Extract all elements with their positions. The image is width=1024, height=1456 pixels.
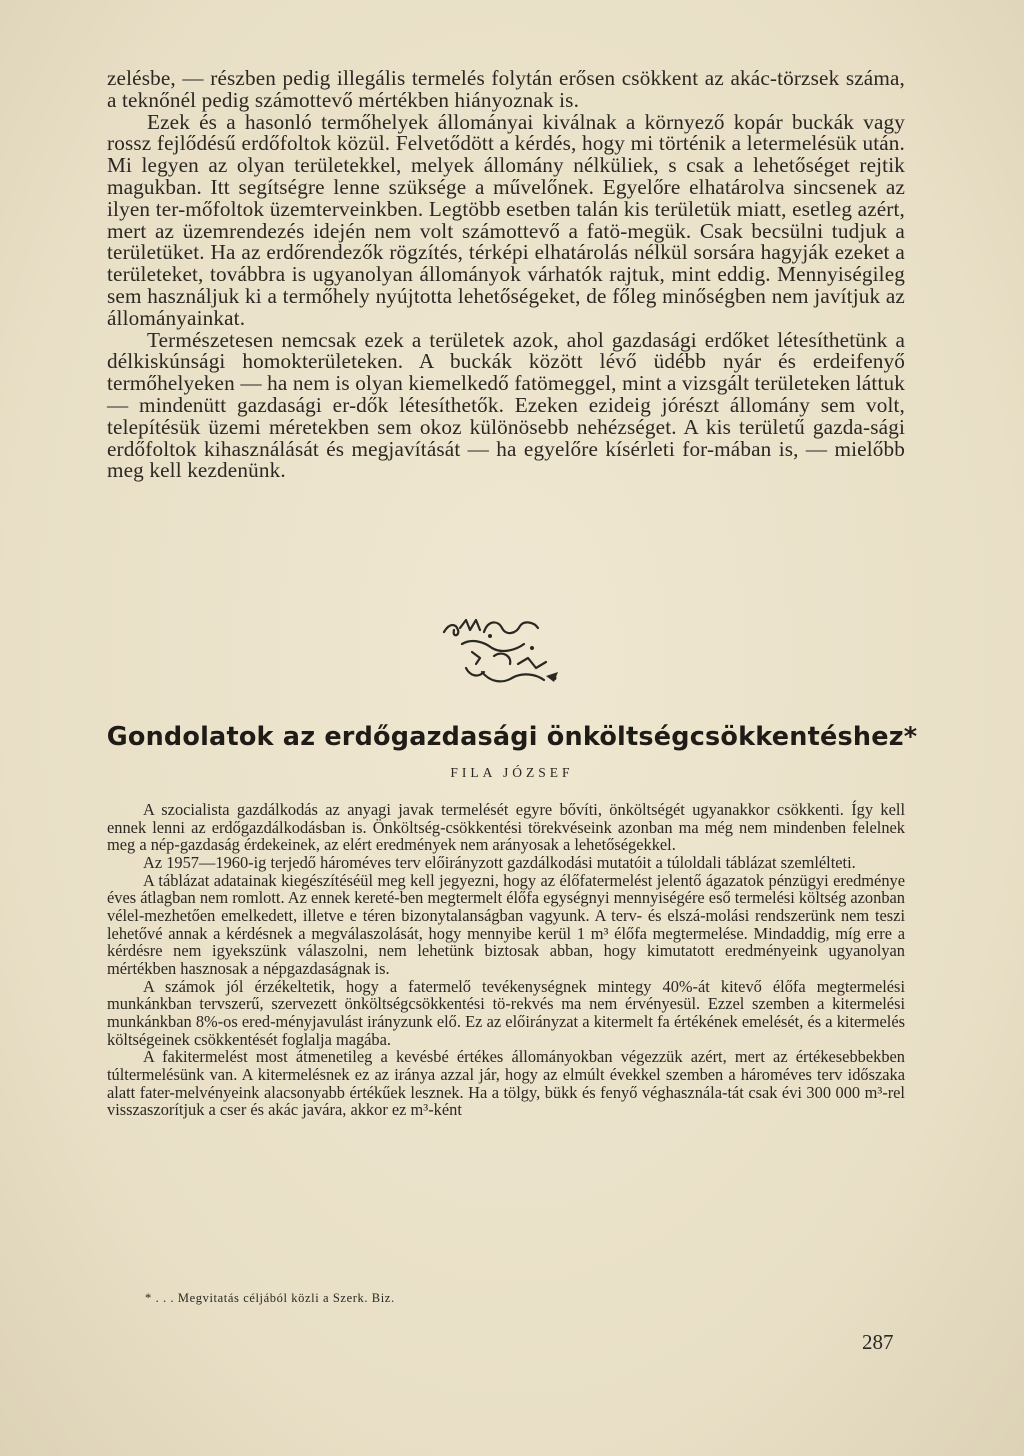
paragraph-haromeves: Az 1957—1960-ig terjedő hároméves terv előirányzott gazdálkodási mutatóit a túloldali táblázat szemlélteti. <box>143 852 856 872</box>
article-title: Gondolatok az erdőgazdasági önköltségcsökkentéshez* <box>106 722 918 752</box>
paragraph-continued: zelésbe, — részben pedig illegális termelés folytán erősen csökkent az akác-törzsek száma, a teknőnél pedig számottevő mértékben hiányoznak is. <box>107 66 905 112</box>
article-author: FILA JÓZSEF <box>450 765 574 780</box>
paragraph-szocialista: A szocialista gazdálkodás az anyagi javak termelését egyre bővíti, önköltségét ugyanakkor csökkenti. Így kell ennek lenni az erdőgazdálkodásban is. Önköltség-csökkentési törekvéseink azonban ma még nem mindenben felelnek meg a nép-gazdaság érdekeinek, az elért eredmények nem arányosak a lehetőségekkel. <box>107 800 905 855</box>
paragraph-tablazat: A táblázat adatainak kiegészítéséül meg kell jegyezni, hogy az élőfatermelést jelentő ágazatok pénzügyi eredménye éves átlagban nem romlott. Az ennek kereté-ben megtermelt élőfa egységnyi mennyiségére eső termelési költség azonban vélel-mezhetően emelkedett, illetve e téren bizonytalanságban vagyunk. A terv- és elszá-molási rendszerünk nem teszi lehetővé annak a kérdésnek a megválaszolását, hogy mennyibe kerül 1 m³ élőfa megtermelése. Mindaddig, míg erre a kérdésre nem igyekszünk válaszolni, nem lehetünk biztosak abban, hogy kimutatott eredményeink ugyanolyan mértékben hasznosak a népgazdaságnak is. <box>107 870 905 978</box>
page-number: 287 <box>862 1330 894 1354</box>
paragraph-termohelyek: Ezek és a hasonló termőhelyek állományai kiválnak a környező kopár buckák vagy rossz fejlődésű erdőfoltok közül. Felvetődött a kérdés, hogy mi történik a letermelésük után. Mi legyen az olyan területekkel, melyek állomány nélküliek, s csak a lehetőséget rejtik magukban. Itt segítségre lenne szüksége a művelőnek. Egyelőre elhatárolva sincsenek az ilyen ter-mőfoltok üzemterveinkben. Legtöbb esetben talán kis területük miatt, esetleg azért, mert az üzemrendezés idején nem volt számottevő a fatö-megük. Csak becsülni tudjuk a területüket. Ha az erdőrendezők rögzítés, térképi elhatárolás nélkül sorsára hagyják ezeket a területeket, továbbra is ugyanolyan állományok várhatók rajtuk, mint eddig. Mennyiségileg sem használjuk ki a termőhely nyújtotta lehetőségeket, de főleg minőségben nem javítjuk az állományainkat. <box>107 109 905 330</box>
paragraph-fakitermeles: A fakitermelést most átmenetileg a kevésbé értékes állományokban végezzük azért, mert az értékesebbekben túltermelésünk van. A kitermelésnek ez az iránya azzal jár, hogy az elmúlt évekkel szemben a hároméves terv időszaka alatt fater-melvényeink alacsonyabb értékűek lesznek. Ha a tölgy, bükk és fenyő véghasznála-tát csak évi 300 000 m³-rel visszaszorítjuk a cser és akác javára, akkor ez m³-ként <box>107 1047 905 1120</box>
decorative-ornament-icon <box>432 612 572 690</box>
article-body <box>107 801 905 1119</box>
continued-text-section <box>107 68 905 482</box>
footnote: * . . . Megvitatás céljából közli a Szerk. Biz. <box>145 1291 395 1305</box>
paragraph-termeszetesen: Természetesen nemcsak ezek a területek azok, ahol gazdasági erdőket létesíthetünk a délkiskúnsági homokterületeken. A buckák között lévő üdébb nyár és erdeifenyő termőhelyeken — ha nem is olyan kiemelkedő fatömeggel, mint a vizsgált területeken láttuk — mindenütt gazdasági er-dők létesíthetők. Ezeken ezideig jórészt állomány sem volt, telepítésük üzemi méretekben sem okoz különösebb nehézséget. A kis területű gazda-sági erdőfoltok kihasználását és megjavítását — ha egyelőre kísérleti for-mában is, — mielőbb meg kell kezdenünk. <box>107 327 905 483</box>
paragraph-szamok: A számok jól érzékeltetik, hogy a fatermelő tevékenységnek mintegy 40%-át kitevő élőfa megtermelési munkánkban tervszerű, szervezett önköltségcsökkentési tö-rekvés ma nem érvényesül. Ezzel szemben a kitermelési munkánkban 8%-os ered-ményjavulást irányzunk elő. Ez az előirányzat a kitermelt fa értékének emelését, és a kitermelés költségeinek csökkentését foglalja magába. <box>107 976 905 1049</box>
